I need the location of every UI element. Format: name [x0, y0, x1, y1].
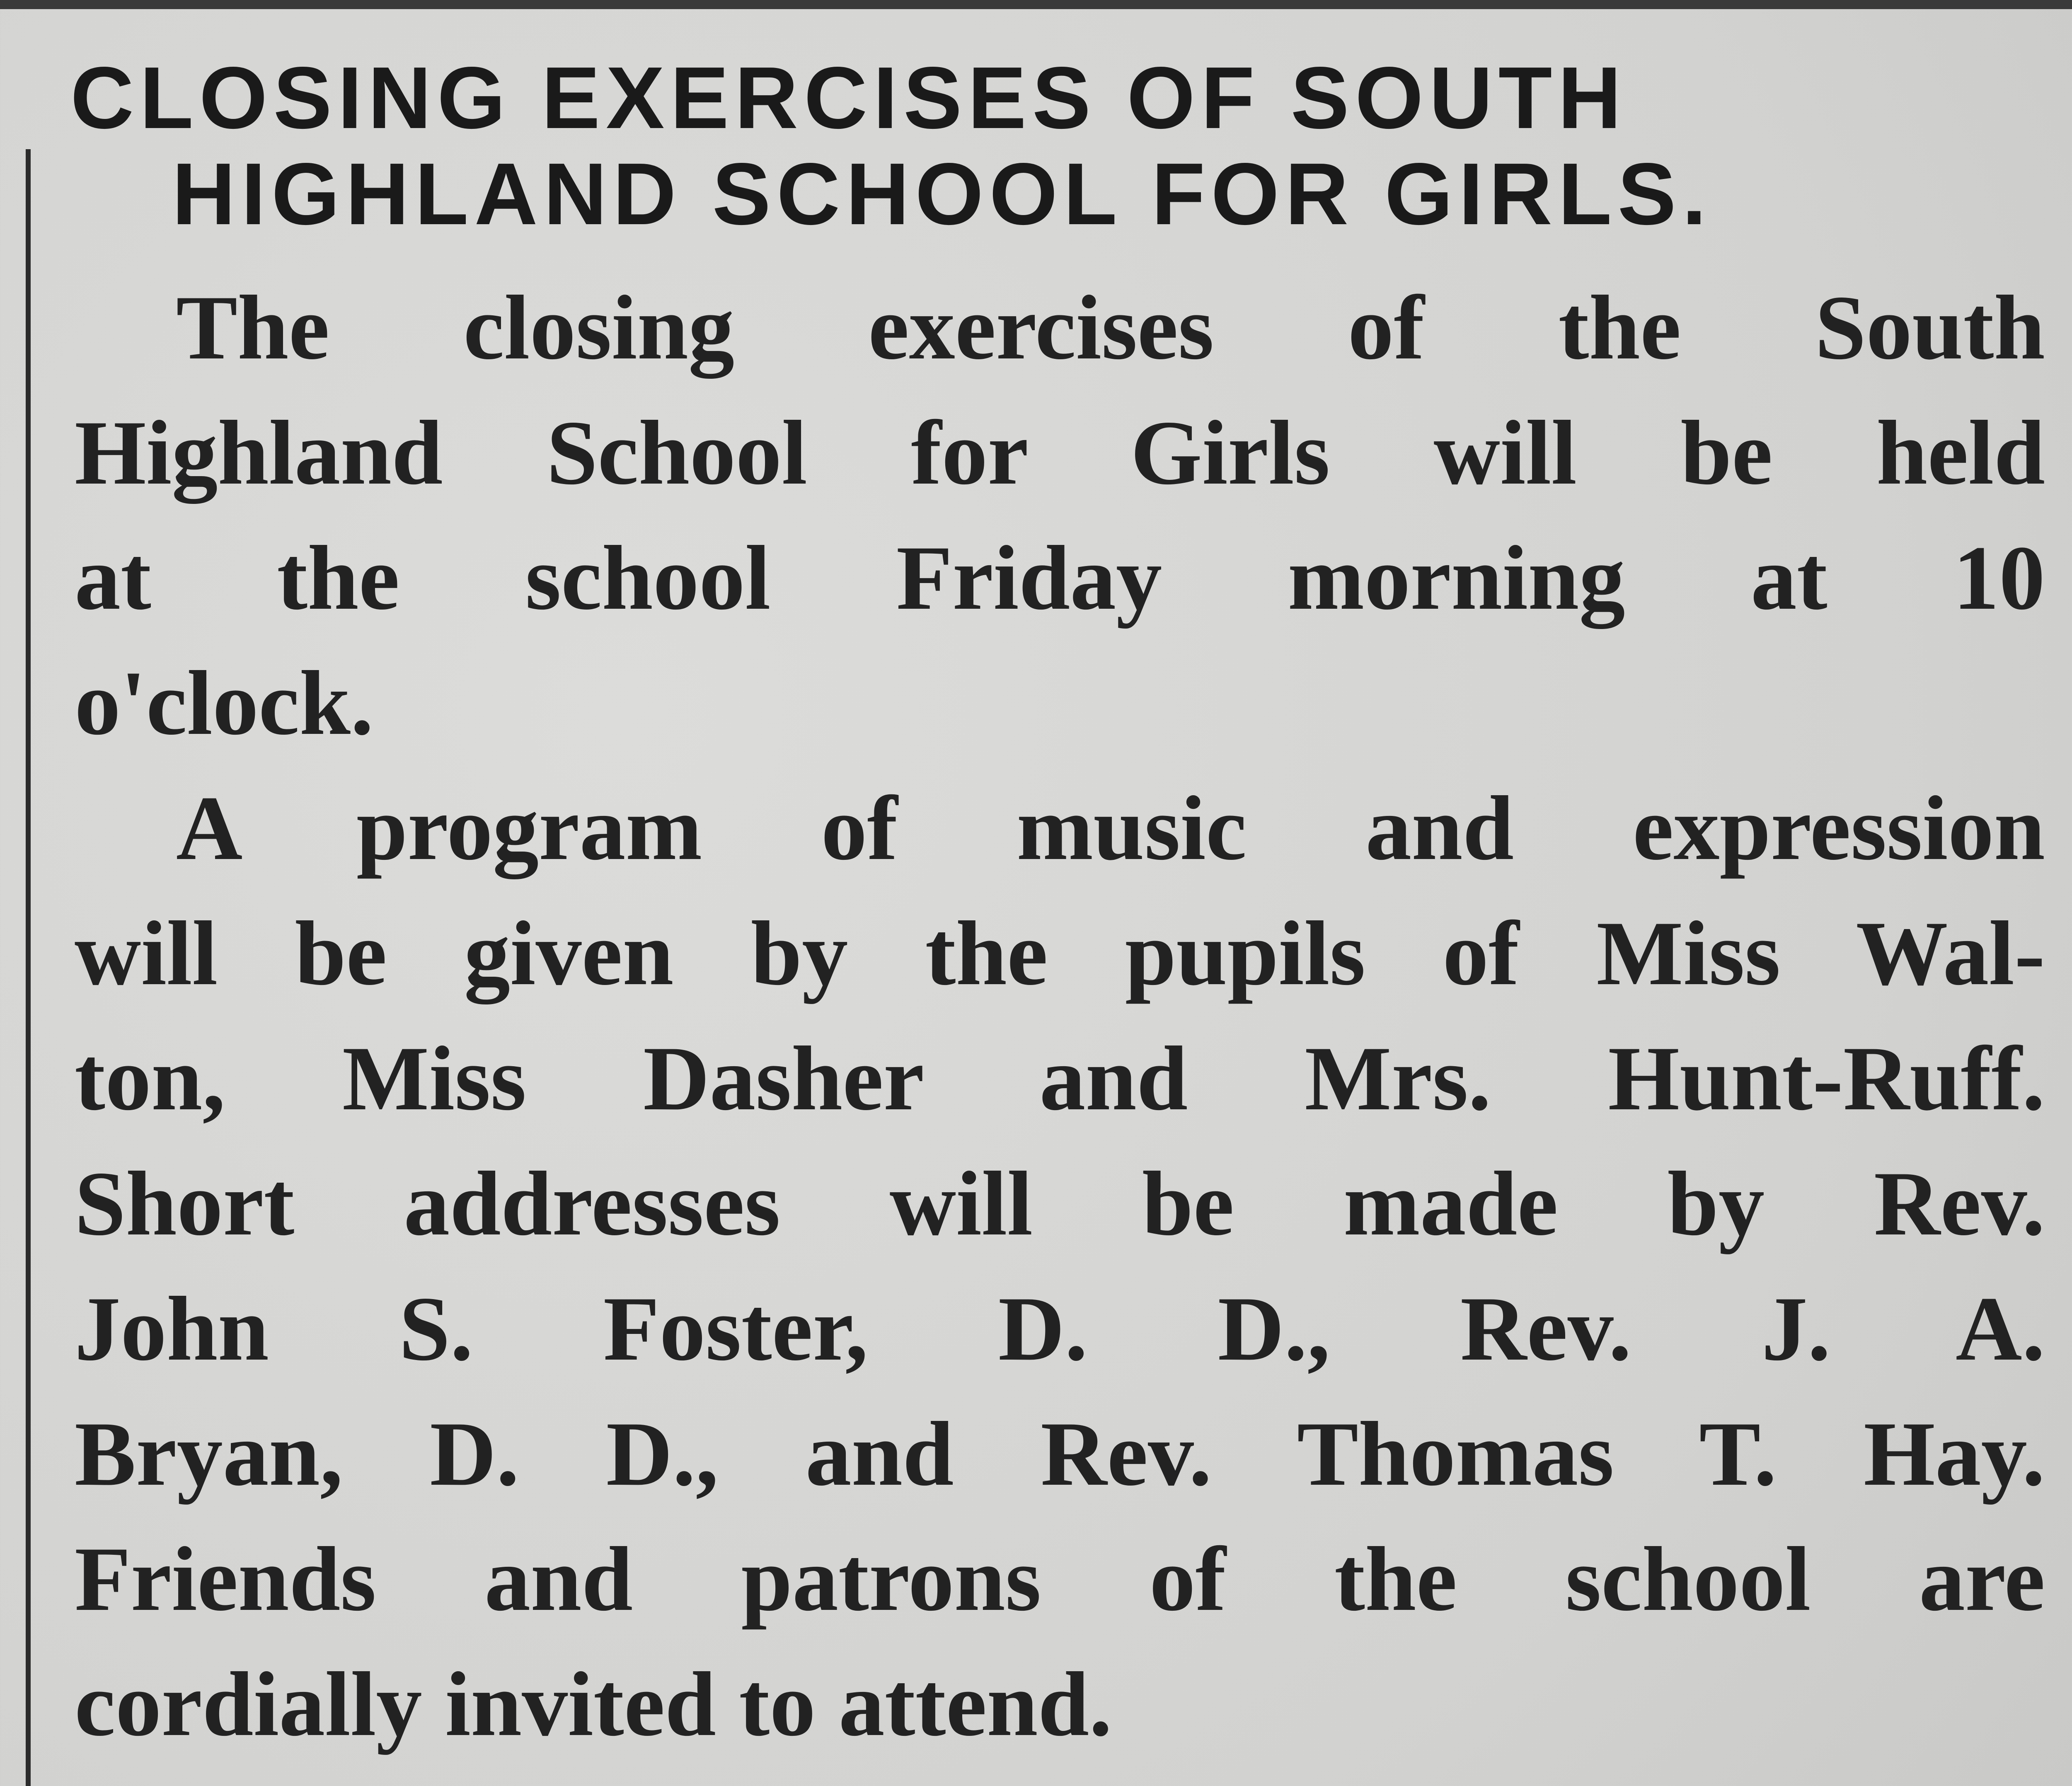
text-line: Friends and patrons of the school are [75, 1528, 2045, 1630]
headline-line-2: HIGHLAND SCHOOL FOR GIRLS. [172, 145, 1712, 243]
text-line: ton, Miss Dasher and Mrs. Hunt-Ruff. [75, 1028, 2045, 1130]
text-line: The closing exercises of the South [176, 277, 2045, 379]
text-line: John S. Foster, D. D., Rev. J. A. [75, 1278, 2045, 1380]
paragraph-2 [75, 766, 2045, 1767]
paragraph-1 [75, 265, 2045, 766]
text-line: Highland School for Girls will be held [75, 402, 2045, 504]
top-column-rule [0, 0, 2072, 9]
text-line: A program of music and expression [176, 777, 2045, 879]
text-line: o'clock. [75, 652, 374, 754]
article-body [75, 265, 2045, 1767]
left-column-rule [26, 149, 31, 1786]
text-line: cordially invited to attend. [75, 1653, 1112, 1755]
text-line: at the school Friday morning at 10 [75, 527, 2045, 629]
text-line: Bryan, D. D., and Rev. Thomas T. Hay. [75, 1403, 2045, 1505]
headline-line-1: CLOSING EXERCISES OF SOUTH [70, 48, 1627, 147]
text-line: Short addresses will be made by Rev. [75, 1153, 2045, 1255]
article-headline [70, 50, 2018, 242]
text-line: will be given by the pupils of Miss Wal- [75, 903, 2045, 1004]
